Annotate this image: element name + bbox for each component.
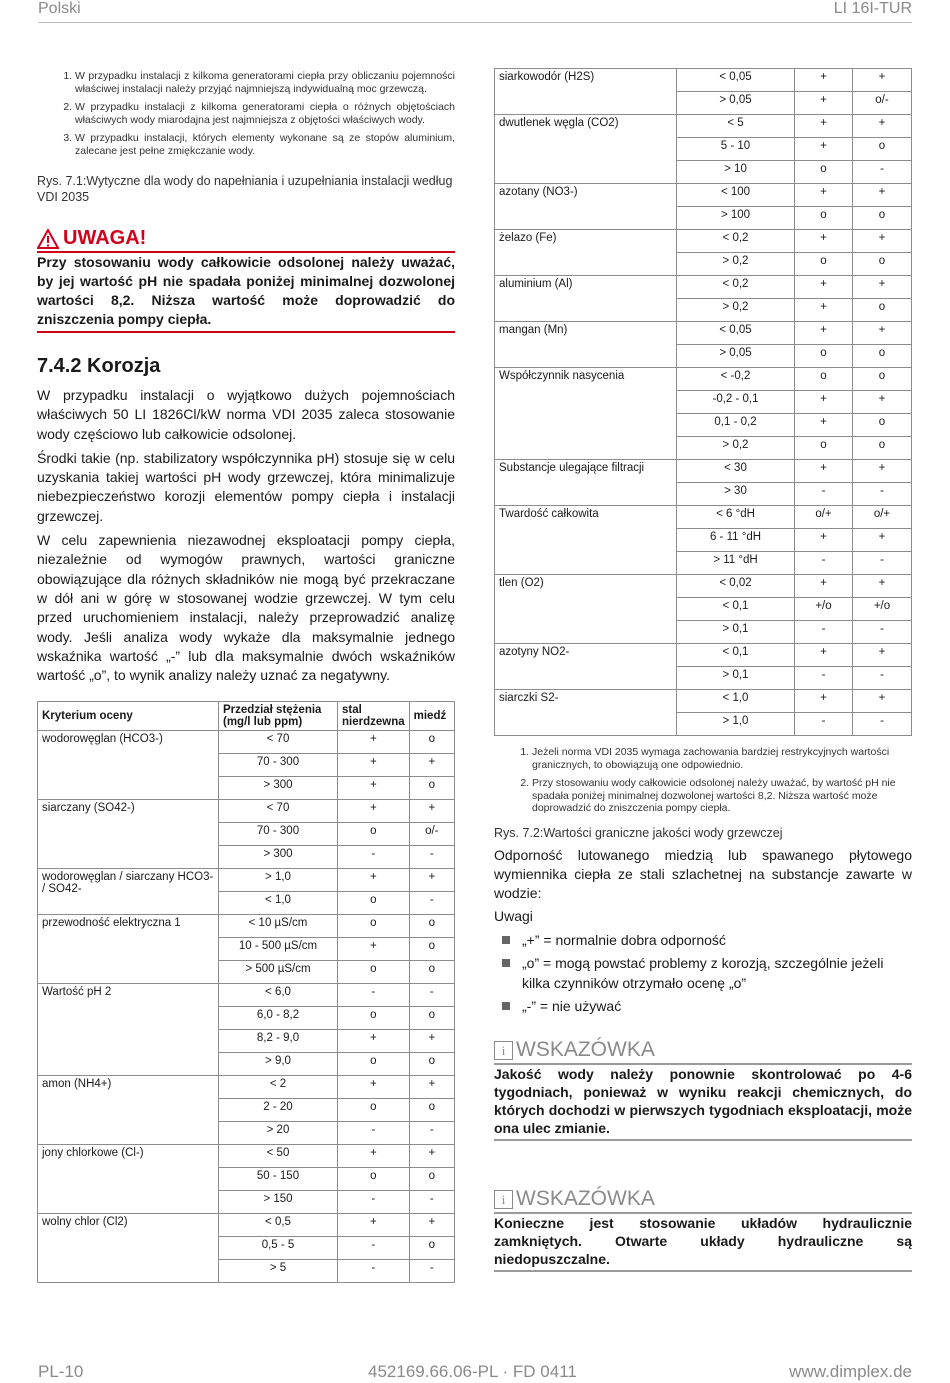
hint-text: Konieczne jest stosowanie układów hydraulicznie zamkniętych. Otwarte układy hydrauliczne są niedopuszczalne. <box>494 1214 912 1272</box>
steel-rating-cell: + <box>338 1076 410 1099</box>
criterion-cell: siarkowodór (H2S) <box>495 69 677 115</box>
table-footnotes <box>494 746 912 815</box>
criterion-cell: aluminium (Al) <box>495 276 677 322</box>
copper-rating-cell: - <box>409 1122 454 1145</box>
copper-rating-cell: o <box>853 253 912 276</box>
steel-rating-cell: o <box>338 1053 410 1076</box>
steel-rating-cell: o <box>338 1099 410 1122</box>
legend-list <box>494 930 912 1016</box>
steel-rating-cell: - <box>338 846 410 869</box>
copper-rating-cell: o <box>409 731 454 754</box>
hint-heading <box>494 1187 912 1214</box>
copper-rating-cell: + <box>853 69 912 92</box>
steel-rating-cell: o <box>338 892 410 915</box>
copper-rating-cell: o <box>853 299 912 322</box>
range-cell: < 0,2 <box>677 276 795 299</box>
range-cell: < 0,1 <box>677 598 795 621</box>
steel-rating-cell: + <box>338 1030 410 1053</box>
copper-rating-cell: - <box>409 846 454 869</box>
range-cell: < 0,05 <box>677 322 795 345</box>
range-cell: > 500 µS/cm <box>219 961 338 984</box>
copper-rating-cell: - <box>409 892 454 915</box>
copper-rating-cell: + <box>853 184 912 207</box>
steel-rating-cell: + <box>338 800 410 823</box>
table-row <box>38 731 455 754</box>
range-cell: 6 - 11 °dH <box>677 529 795 552</box>
steel-rating-cell: - <box>795 713 853 736</box>
copper-rating-cell: + <box>853 230 912 253</box>
legend-item <box>494 996 912 1016</box>
copper-rating-cell: + <box>853 460 912 483</box>
copper-rating-cell: - <box>853 483 912 506</box>
copper-rating-cell: o <box>409 915 454 938</box>
steel-rating-cell: + <box>795 391 853 414</box>
steel-rating-cell: + <box>795 575 853 598</box>
criterion-cell: mangan (Mn) <box>495 322 677 368</box>
copper-rating-cell: + <box>409 1214 454 1237</box>
range-cell: > 30 <box>677 483 795 506</box>
steel-rating-cell: o <box>338 915 410 938</box>
steel-rating-cell: + <box>338 731 410 754</box>
copper-rating-cell: o <box>853 207 912 230</box>
copper-rating-cell: o <box>409 1168 454 1191</box>
steel-rating-cell: - <box>338 1260 410 1283</box>
table-row <box>495 690 912 713</box>
range-cell: < 0,02 <box>677 575 795 598</box>
warning-text: Przy stosowaniu wody całkowicie odsolonej należy uważać, by jej wartość pH nie spadała poniżej minimalnej dozwolonej wartości 8,2. Niższa wartość może doprowadzić do zniszczenia pompy ciepła. <box>37 253 455 333</box>
range-cell: < 10 µS/cm <box>219 915 338 938</box>
copper-rating-cell: o <box>409 1007 454 1030</box>
steel-rating-cell: + <box>338 777 410 800</box>
steel-rating-cell: o <box>795 437 853 460</box>
copper-rating-cell: + <box>853 276 912 299</box>
copper-rating-cell: o/- <box>409 823 454 846</box>
hint-heading <box>494 1038 912 1065</box>
table-row <box>495 184 912 207</box>
steel-rating-cell: + <box>338 754 410 777</box>
range-cell: > 0,05 <box>677 345 795 368</box>
criterion-cell: żelazo (Fe) <box>495 230 677 276</box>
criterion-cell: Twardość całkowita <box>495 506 677 575</box>
steel-rating-cell: + <box>795 322 853 345</box>
table-row <box>495 276 912 299</box>
footnote-item: 1. Jeżeli norma VDI 2035 wymaga zachowania bardziej restrykcyjnych wartości granicznych, to obowiązują one odpowiednio. <box>532 746 912 771</box>
table-row <box>38 984 455 1007</box>
table-row <box>38 1076 455 1099</box>
steel-rating-cell: o/+ <box>795 506 853 529</box>
steel-rating-cell: o <box>338 823 410 846</box>
steel-rating-cell: o <box>795 207 853 230</box>
criterion-cell: Substancje ulegające filtracji <box>495 460 677 506</box>
steel-rating-cell: + <box>795 92 853 115</box>
range-cell: 0,1 - 0,2 <box>677 414 795 437</box>
copper-rating-cell: + <box>853 529 912 552</box>
col-header-criterion: Kryterium oceny <box>38 702 219 731</box>
range-cell: > 9,0 <box>219 1053 338 1076</box>
copper-rating-cell: + <box>853 644 912 667</box>
copper-rating-cell: + <box>409 800 454 823</box>
copper-rating-cell: - <box>409 1260 454 1283</box>
water-criteria-table-left <box>37 701 455 1283</box>
copper-rating-cell: o/+ <box>853 506 912 529</box>
table-row <box>38 915 455 938</box>
copper-rating-cell: o <box>409 777 454 800</box>
range-cell: < -0,2 <box>677 368 795 391</box>
page-header <box>38 0 912 23</box>
criterion-cell: przewodność elektryczna 1 <box>38 915 219 984</box>
legend-item <box>494 953 912 993</box>
copper-rating-cell: o <box>853 437 912 460</box>
range-cell: > 11 °dH <box>677 552 795 575</box>
range-cell: < 100 <box>677 184 795 207</box>
range-cell: < 1,0 <box>677 690 795 713</box>
section-title: 7.4.2 Korozja <box>37 355 161 377</box>
footer-website: www.dimplex.de <box>789 1362 912 1381</box>
figure-caption-7-1: Rys. 7.1:Wytyczne dla wody do napełniania i uzupełniania instalacji według VDI 2035 <box>37 174 453 204</box>
copper-rating-cell: o/- <box>853 92 912 115</box>
copper-rating-cell: + <box>853 322 912 345</box>
copper-rating-cell: + <box>409 1030 454 1053</box>
criterion-cell: wodorowęglan / siarczany HCO3- / SO42- <box>38 869 219 915</box>
copper-rating-cell: - <box>853 161 912 184</box>
steel-rating-cell: + <box>795 184 853 207</box>
paragraph: W celu zapewnienia niezawodnej eksploatacji pompy ciepła, niezależnie od wymogów prawnych, wartości graniczne obowiązujące dla różnych składników nie mogą być przekraczane w dół ani w górę w stosowanej wodzie grzewczej. W tym celu przed uruchomieniem instalacji, należy przeprowadzić analizę wody. Jeśli analiza wody wykaże dla maksymalnie jednego wskaźnika wartość „-” lub dla maksymalnie dwóch wskaźników wartość „o”, to wynik analizy należy uznać za negatywny. <box>37 532 455 684</box>
copper-rating-cell: - <box>853 552 912 575</box>
range-cell: > 20 <box>219 1122 338 1145</box>
table-row <box>38 869 455 892</box>
range-cell: 10 - 500 µS/cm <box>219 938 338 961</box>
range-cell: > 0,1 <box>677 667 795 690</box>
criterion-cell: Wartość pH 2 <box>38 984 219 1076</box>
copper-rating-cell: + <box>853 391 912 414</box>
table-row <box>495 506 912 529</box>
square-bullet-icon <box>502 959 510 967</box>
steel-rating-cell: o <box>795 368 853 391</box>
range-cell: > 1,0 <box>677 713 795 736</box>
left-column <box>37 70 455 1283</box>
note-item: 3. W przypadku instalacji, których elementy wykonane są ze stopów aluminium, zalecane jest pełne zmiękczanie wody. <box>75 132 455 157</box>
range-cell: 70 - 300 <box>219 823 338 846</box>
steel-rating-cell: - <box>338 984 410 1007</box>
range-cell: > 0,05 <box>677 92 795 115</box>
range-cell: > 100 <box>677 207 795 230</box>
steel-rating-cell: + <box>338 938 410 961</box>
range-cell: < 70 <box>219 731 338 754</box>
steel-rating-cell: + <box>795 690 853 713</box>
header-language: Polski <box>38 0 81 17</box>
range-cell: 5 - 10 <box>677 138 795 161</box>
range-cell: < 70 <box>219 800 338 823</box>
criterion-cell: jony chlorkowe (Cl-) <box>38 1145 219 1214</box>
steel-rating-cell: o <box>795 253 853 276</box>
criterion-cell: azotyny NO2- <box>495 644 677 690</box>
copper-rating-cell: o <box>409 1237 454 1260</box>
steel-rating-cell: - <box>338 1237 410 1260</box>
steel-rating-cell: + <box>338 1145 410 1168</box>
table-row <box>495 460 912 483</box>
range-cell: < 6 °dH <box>677 506 795 529</box>
range-cell: > 150 <box>219 1191 338 1214</box>
header-model: LI 16I-TUR <box>833 0 912 17</box>
note-item: 2. W przypadku instalacji z kilkoma generatorami ciepła o różnych objętościach właściwych wody miarodajna jest najmniejsza z objętości właściwych wody. <box>75 101 455 126</box>
range-cell: 2 - 20 <box>219 1099 338 1122</box>
range-cell: < 30 <box>677 460 795 483</box>
right-column <box>494 68 912 1272</box>
range-cell: 70 - 300 <box>219 754 338 777</box>
paragraph: Odporność lutowanego miedzią lub spawanego płytowego wymiennika ciepła ze stali szlachetnej na substancje zawarte w wodzie: <box>494 846 912 902</box>
table-row <box>495 230 912 253</box>
steel-rating-cell: + <box>795 115 853 138</box>
range-cell: < 0,2 <box>677 230 795 253</box>
copper-rating-cell: - <box>853 713 912 736</box>
range-cell: > 300 <box>219 846 338 869</box>
criterion-cell: wodorowęglan (HCO3-) <box>38 731 219 800</box>
info-icon: i <box>494 1041 513 1060</box>
table-row <box>495 368 912 391</box>
steel-rating-cell: o <box>338 961 410 984</box>
criterion-cell: Współczynnik nasycenia <box>495 368 677 460</box>
steel-rating-cell: - <box>795 621 853 644</box>
steel-rating-cell: - <box>795 667 853 690</box>
criterion-cell: tlen (O2) <box>495 575 677 644</box>
steel-rating-cell: - <box>338 1191 410 1214</box>
criterion-cell: dwutlenek węgla (CO2) <box>495 115 677 184</box>
range-cell: > 300 <box>219 777 338 800</box>
copper-rating-cell: o <box>409 938 454 961</box>
copper-rating-cell: - <box>409 984 454 1007</box>
hint-text: Jakość wody należy ponownie skontrolować po 4-6 tygodniach, ponieważ w wyniku reakcji chemicznych, do których dochodzi w pierwszych tygodniach eksploatacji, może ona ulec zmianie. <box>494 1065 912 1141</box>
steel-rating-cell: - <box>795 483 853 506</box>
copper-rating-cell: +/o <box>853 598 912 621</box>
criterion-cell: azotany (NO3-) <box>495 184 677 230</box>
legend-text: „o” = mogą powstać problemy z korozją, szczególnie jeżeli kilka czynników otrzymało ocenę „o” <box>522 955 884 992</box>
range-cell: < 6,0 <box>219 984 338 1007</box>
range-cell: 50 - 150 <box>219 1168 338 1191</box>
table-row <box>495 575 912 598</box>
notes-label: Uwagi <box>494 908 533 925</box>
footer-doc-id: 452169.66.06-PL · FD 0411 <box>368 1362 577 1381</box>
range-cell: > 1,0 <box>219 869 338 892</box>
steel-rating-cell: o <box>338 1007 410 1030</box>
range-cell: -0,2 - 0,1 <box>677 391 795 414</box>
range-cell: < 0,05 <box>677 69 795 92</box>
hint-title: WSKAZÓWKA <box>516 1038 655 1062</box>
copper-rating-cell: + <box>853 115 912 138</box>
steel-rating-cell: + <box>795 138 853 161</box>
steel-rating-cell: + <box>795 276 853 299</box>
steel-rating-cell: + <box>795 644 853 667</box>
copper-rating-cell: + <box>853 690 912 713</box>
copper-rating-cell: o <box>409 961 454 984</box>
copper-rating-cell: + <box>409 1145 454 1168</box>
range-cell: 0,5 - 5 <box>219 1237 338 1260</box>
hint-title: WSKAZÓWKA <box>516 1187 655 1211</box>
paragraph: W przypadku instalacji o wyjątkowo dużych pojemnościach właściwych 50 LI 1826Cl/kW norma VDI 2035 zaleca stosowanie wody częściowo lub całkowicie odsolonej. <box>37 387 455 442</box>
table-row <box>38 800 455 823</box>
range-cell: < 1,0 <box>219 892 338 915</box>
steel-rating-cell: o <box>338 1168 410 1191</box>
copper-rating-cell: o <box>409 1053 454 1076</box>
copper-rating-cell: + <box>853 575 912 598</box>
steel-rating-cell: + <box>795 69 853 92</box>
range-cell: > 0,2 <box>677 299 795 322</box>
footer-page-number: PL-10 <box>38 1362 84 1381</box>
range-cell: > 10 <box>677 161 795 184</box>
range-cell: > 0,2 <box>677 253 795 276</box>
steel-rating-cell: + <box>795 529 853 552</box>
steel-rating-cell: + <box>795 299 853 322</box>
figure-caption-7-2: Rys. 7.2:Wartości graniczne jakości wody grzewczej <box>494 825 783 840</box>
steel-rating-cell: + <box>795 414 853 437</box>
steel-rating-cell: o <box>795 161 853 184</box>
range-cell: > 0,2 <box>677 437 795 460</box>
copper-rating-cell: + <box>409 1076 454 1099</box>
warning-heading <box>37 227 455 253</box>
warning-title: UWAGA! <box>63 227 147 249</box>
square-bullet-icon <box>502 936 510 944</box>
range-cell: < 2 <box>219 1076 338 1099</box>
copper-rating-cell: o <box>853 138 912 161</box>
legend-item <box>494 930 912 950</box>
range-cell: < 50 <box>219 1145 338 1168</box>
range-cell: 8,2 - 9,0 <box>219 1030 338 1053</box>
legend-text: „+” = normalnie dobra odporność <box>522 932 726 949</box>
table-row <box>495 115 912 138</box>
footnote-item: 2. Przy stosowaniu wody całkowicie odsolonej należy uważać, by wartość pH nie spadała poniżej minimalnej dozwolonej wartości 8,2. Niższa wartość może doprowadzić do zniszczenia pompy ciepła. <box>532 777 912 815</box>
steel-rating-cell: + <box>795 460 853 483</box>
steel-rating-cell: + <box>338 869 410 892</box>
criterion-cell: siarczki S2- <box>495 690 677 736</box>
copper-rating-cell: o <box>409 1099 454 1122</box>
water-criteria-table-right <box>494 68 912 736</box>
note-item: 1. W przypadku instalacji z kilkoma generatorami ciepła przy obliczaniu pojemności właściwej instalacji należy przyjąć najmniejszą indywidualną moc grzewczą. <box>75 70 455 95</box>
copper-rating-cell: + <box>409 869 454 892</box>
range-cell: < 5 <box>677 115 795 138</box>
criterion-cell: siarczany (SO42-) <box>38 800 219 869</box>
range-cell: < 0,1 <box>677 644 795 667</box>
paragraph: Środki takie (np. stabilizatory współczynnika pH) stosuje się w celu uzyskania takiej wartości pH wody grzewczej, która minimalizuje niebezpieczeństwo korozji elementów pompy ciepła i instalacji grzewczej. <box>37 449 455 524</box>
steel-rating-cell: o <box>795 345 853 368</box>
steel-rating-cell: +/o <box>795 598 853 621</box>
copper-rating-cell: - <box>409 1191 454 1214</box>
table-row <box>495 644 912 667</box>
range-cell: < 0,5 <box>219 1214 338 1237</box>
table-row <box>38 1214 455 1237</box>
range-cell: 6,0 - 8,2 <box>219 1007 338 1030</box>
steel-rating-cell: - <box>795 552 853 575</box>
range-cell: > 5 <box>219 1260 338 1283</box>
square-bullet-icon <box>502 1002 510 1010</box>
legend-text: „-” = nie używać <box>522 998 622 1015</box>
col-header-steel: stal nierdzewna <box>338 702 410 731</box>
steel-rating-cell: + <box>795 230 853 253</box>
table-row <box>495 69 912 92</box>
steel-rating-cell: - <box>338 1122 410 1145</box>
criterion-cell: wolny chlor (Cl2) <box>38 1214 219 1283</box>
range-cell: > 0,1 <box>677 621 795 644</box>
copper-rating-cell: o <box>853 414 912 437</box>
copper-rating-cell: - <box>853 667 912 690</box>
table-row <box>495 322 912 345</box>
info-icon: i <box>494 1190 513 1209</box>
warning-triangle-icon <box>37 229 59 249</box>
table-row <box>38 1145 455 1168</box>
copper-rating-cell: o <box>853 345 912 368</box>
criterion-cell: amon (NH4+) <box>38 1076 219 1145</box>
copper-rating-cell: + <box>409 754 454 777</box>
copper-rating-cell: - <box>853 621 912 644</box>
col-header-range: Przedział stężenia (mg/l lub ppm) <box>219 702 338 731</box>
copper-rating-cell: o <box>853 368 912 391</box>
notes-list <box>37 70 455 157</box>
col-header-copper: miedź <box>409 702 454 731</box>
steel-rating-cell: + <box>338 1214 410 1237</box>
